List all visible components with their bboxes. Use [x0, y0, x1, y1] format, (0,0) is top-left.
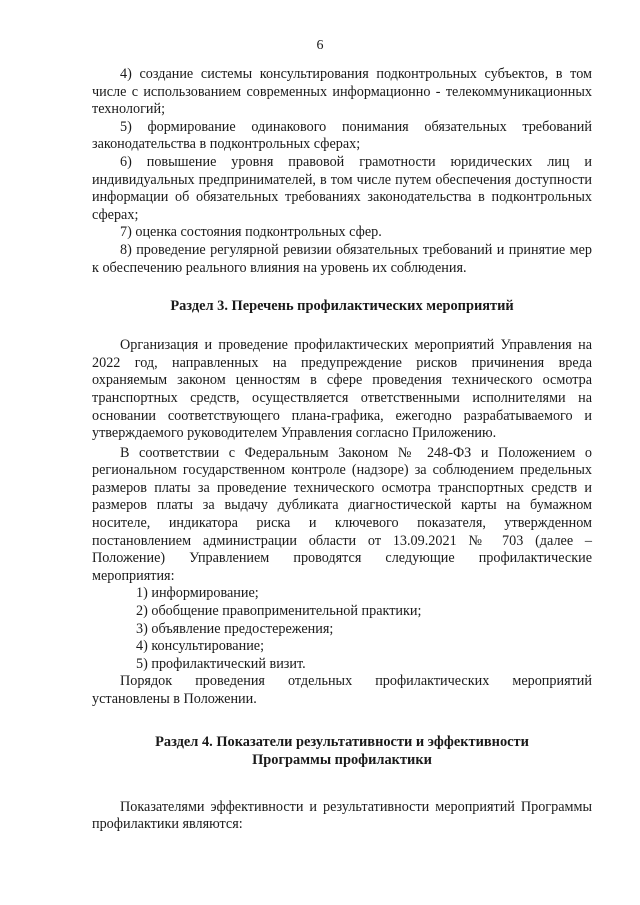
goal-item-7: 7) оценка состояния подконтрольных сфер. — [120, 224, 382, 241]
goal-item-8: 8) проведение регулярной ревизии обязательных требований и принятие мер к обеспечению реального влияния на уровень их соблюдения. — [92, 241, 592, 276]
list-item: 2) обобщение правоприменительной практики; — [136, 603, 422, 620]
section-4-paragraph-1: Показателями эффективности и результативности мероприятий Программы профилактики являются: — [92, 798, 592, 833]
goal-item-4: 4) создание системы консультирования подконтрольных субъектов, в том числе с использованием современных информационно - телекоммуникационных технологий; — [92, 66, 592, 118]
document-body — [92, 66, 592, 834]
preventive-measures-list — [92, 585, 592, 673]
list-item: 5) профилактический визит. — [136, 655, 306, 672]
section-3-paragraph-3: Порядок проведения отдельных профилактических мероприятий установлены в Положении. — [92, 673, 592, 707]
list-item: 3) объявление предостережения; — [136, 620, 334, 637]
section-4-heading — [92, 733, 592, 769]
page-number: 6 — [316, 38, 324, 53]
list-item: 4) консультирование; — [136, 638, 265, 655]
section-3-heading: Раздел 3. Перечень профилактических мероприятий — [170, 298, 514, 315]
section-3-paragraph-2: В соответствии с Федеральным Законом № 248-ФЗ и Положением о региональном государственном контроле (надзоре) за соблюдением предельных размеров платы за проведение технического осмотра транспортных средств и размеров платы за выдачу дубликата диагностической карты на бумажном носителе, индикатора риска и ключевого показателя, утвержденном постановлением администрации области от 13.09.2021 № 703 (далее – Положение) Управлением проводятся следующие профилактические мероприятия: — [92, 444, 592, 584]
goal-item-5: 5) формирование одинакового понимания обязательных требований законодательства в подконтрольных сферах; — [92, 118, 592, 153]
section-3-paragraph-1: Организация и проведение профилактических мероприятий Управления на 2022 год, направленных на предупреждение рисков причинения вреда охраняемым законом ценностям в сфере проведения технического осмотра транспортных средств, осуществляется ответственными исполнителями на основании соответствующего плана-графика, ежегодно разрабатываемого и утверждаемого руководителем Управления согласно Приложению. — [92, 337, 592, 442]
list-item: 1) информирование; — [136, 585, 259, 602]
section-4-heading-line-1: Раздел 4. Показатели результативности и эффективности — [155, 733, 529, 750]
goal-item-6: 6) повышение уровня правовой грамотности юридических лиц и индивидуальных предпринимателей, в том числе путем обеспечения доступности информации об обязательных требованиях законодательства в подконтрольных сферах; — [92, 153, 592, 223]
section-4-heading-line-2: Программы профилактики — [252, 751, 432, 768]
